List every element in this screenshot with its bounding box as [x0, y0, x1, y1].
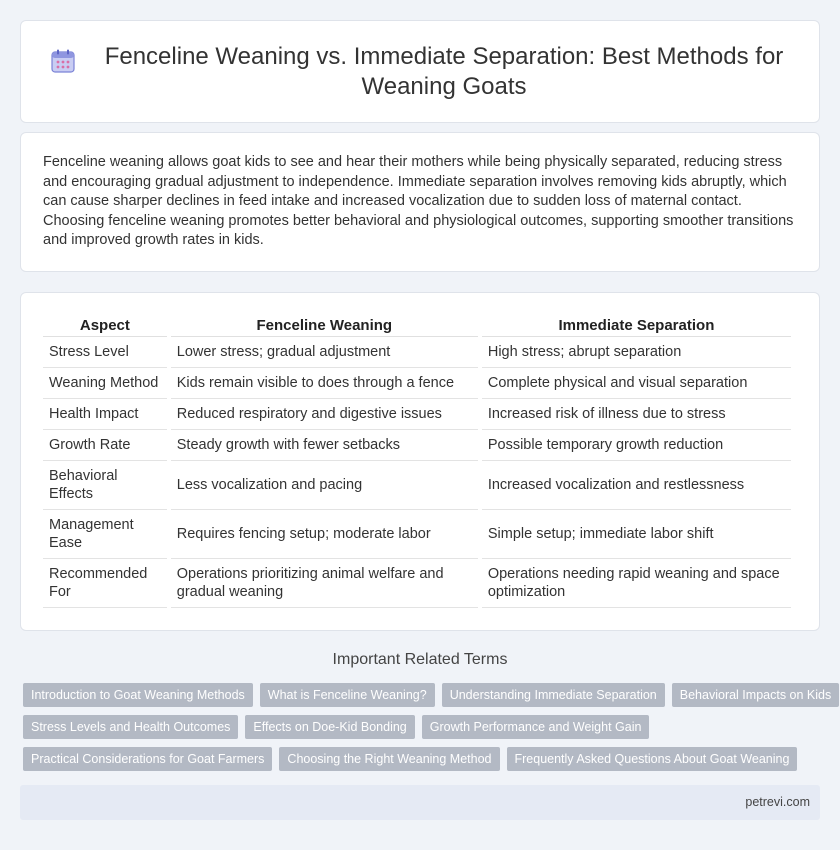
immediate-cell: Increased vocalization and restlessness: [482, 461, 791, 510]
intro-paragraph: Fenceline weaning allows goat kids to see and hear their mothers while being physically separated, reducing stress and encouraging gradual adjustment to independence. Immediate separation involves removing kids abruptly, which can cause sharper declines in feed intake and increased vocalization due to sudden loss of maternal contact. Choosing fenceline weaning promotes better behavioral and physiological outcomes, supporting smoother transitions and improved growth rates in kids.: [43, 154, 794, 249]
comparison-table-card: [20, 292, 820, 631]
column-header-immediate: Immediate Separation: [482, 307, 791, 337]
aspect-cell: Behavioral Effects: [43, 461, 167, 510]
comparison-table: [39, 307, 795, 608]
aspect-cell: Recommended For: [43, 559, 167, 608]
table-row: [43, 337, 791, 368]
fenceline-cell: Requires fencing setup; moderate labor: [171, 510, 478, 559]
page-title: Fenceline Weaning vs. Immediate Separation: Best Methods for Weaning Goats: [104, 42, 784, 100]
table-row: [43, 461, 791, 510]
related-terms-tags: [23, 683, 832, 779]
related-term-tag[interactable]: Understanding Immediate Separation: [442, 683, 665, 707]
aspect-cell: Weaning Method: [43, 368, 167, 399]
related-terms-heading: Important Related Terms: [332, 651, 508, 668]
related-term-tag[interactable]: Practical Considerations for Goat Farmers: [23, 747, 272, 771]
aspect-cell: Health Impact: [43, 399, 167, 430]
intro-card: [20, 132, 820, 272]
fenceline-cell: Less vocalization and pacing: [171, 461, 478, 510]
related-term-tag[interactable]: Introduction to Goat Weaning Methods: [23, 683, 253, 707]
immediate-cell: Complete physical and visual separation: [482, 368, 791, 399]
fenceline-cell: Steady growth with fewer setbacks: [171, 430, 478, 461]
related-term-tag[interactable]: Growth Performance and Weight Gain: [422, 715, 650, 739]
table-row: [43, 399, 791, 430]
tag-row: [23, 683, 832, 707]
related-term-tag[interactable]: What is Fenceline Weaning?: [260, 683, 435, 707]
tag-row: [23, 747, 823, 771]
aspect-cell: Stress Level: [43, 337, 167, 368]
title-card: [20, 20, 820, 123]
fenceline-cell: Operations prioritizing animal welfare and gradual weaning: [171, 559, 478, 608]
fenceline-cell: Kids remain visible to does through a fence: [171, 368, 478, 399]
column-header-fenceline: Fenceline Weaning: [171, 307, 478, 337]
tag-row: [23, 715, 823, 739]
related-term-tag[interactable]: Stress Levels and Health Outcomes: [23, 715, 238, 739]
aspect-cell: Management Ease: [43, 510, 167, 559]
calendar-icon: [50, 48, 76, 74]
table-header-row: [43, 307, 791, 337]
footer: [20, 785, 820, 820]
immediate-cell: Simple setup; immediate labor shift: [482, 510, 791, 559]
aspect-cell: Growth Rate: [43, 430, 167, 461]
related-term-tag[interactable]: Effects on Doe-Kid Bonding: [245, 715, 414, 739]
immediate-cell: Possible temporary growth reduction: [482, 430, 791, 461]
fenceline-cell: Lower stress; gradual adjustment: [171, 337, 478, 368]
related-term-tag[interactable]: Choosing the Right Weaning Method: [279, 747, 499, 771]
table-row: [43, 510, 791, 559]
immediate-cell: Operations needing rapid weaning and space optimization: [482, 559, 791, 608]
table-row: [43, 368, 791, 399]
fenceline-cell: Reduced respiratory and digestive issues: [171, 399, 478, 430]
column-header-aspect: Aspect: [43, 307, 167, 337]
table-row: [43, 430, 791, 461]
related-term-tag[interactable]: Behavioral Impacts on Kids: [672, 683, 839, 707]
immediate-cell: Increased risk of illness due to stress: [482, 399, 791, 430]
immediate-cell: High stress; abrupt separation: [482, 337, 791, 368]
related-term-tag[interactable]: Frequently Asked Questions About Goat Weaning: [507, 747, 798, 771]
footer-site-link[interactable]: petrevi.com: [745, 795, 810, 809]
table-row: [43, 559, 791, 608]
